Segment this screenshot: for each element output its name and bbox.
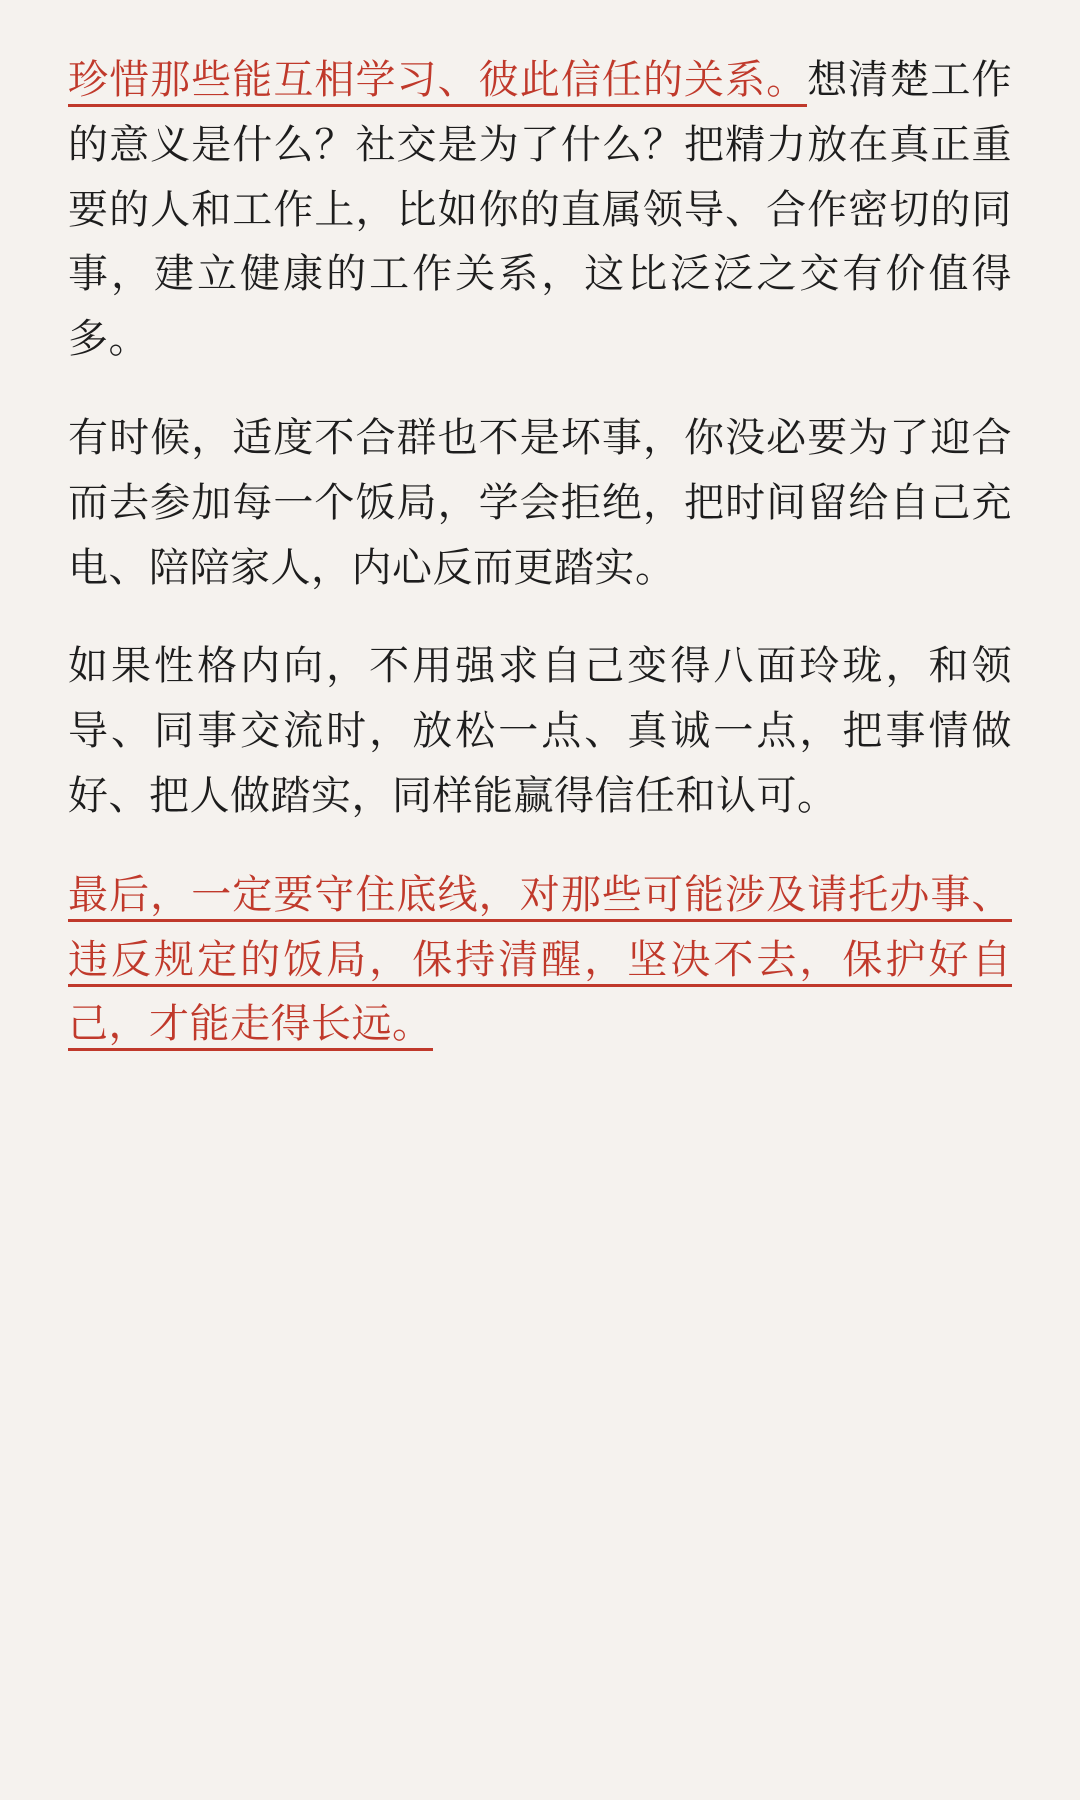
- paragraph-1: [68, 48, 1012, 372]
- highlighted-text-1: 珍惜那些能互相学习、彼此信任的关系。: [68, 58, 807, 107]
- article-body: [68, 48, 1012, 1057]
- paragraph-2-text: 有时候，适度不合群也不是坏事，你没必要为了迎合而去参加每一个饭局，学会拒绝，把时间留给自己充电、陪陪家人，内心反而更踏实。: [68, 415, 1012, 590]
- paragraph-2: [68, 406, 1012, 600]
- paragraph-3: [68, 634, 1012, 828]
- paragraph-4: [68, 863, 1012, 1057]
- paragraph-3-text: 如果性格内向，不用强求自己变得八面玲珑，和领导、同事交流时，放松一点、真诚一点，把事情做好、把人做踏实，同样能赢得信任和认可。: [68, 644, 1012, 818]
- highlighted-text-2: 最后，一定要守住底线，对那些可能涉及请托办事、违反规定的饭局，保持清醒，坚决不去，保护好自己，才能走得长远。: [68, 873, 1012, 1052]
- paragraph-1-rest: 想清楚工作的意义是什么？社交是为了什么？把精力放在真正重要的人和工作上，比如你的直属领导、合作密切的同事，建立健康的工作关系，这比泛泛之交有价值得多。: [68, 58, 1013, 362]
